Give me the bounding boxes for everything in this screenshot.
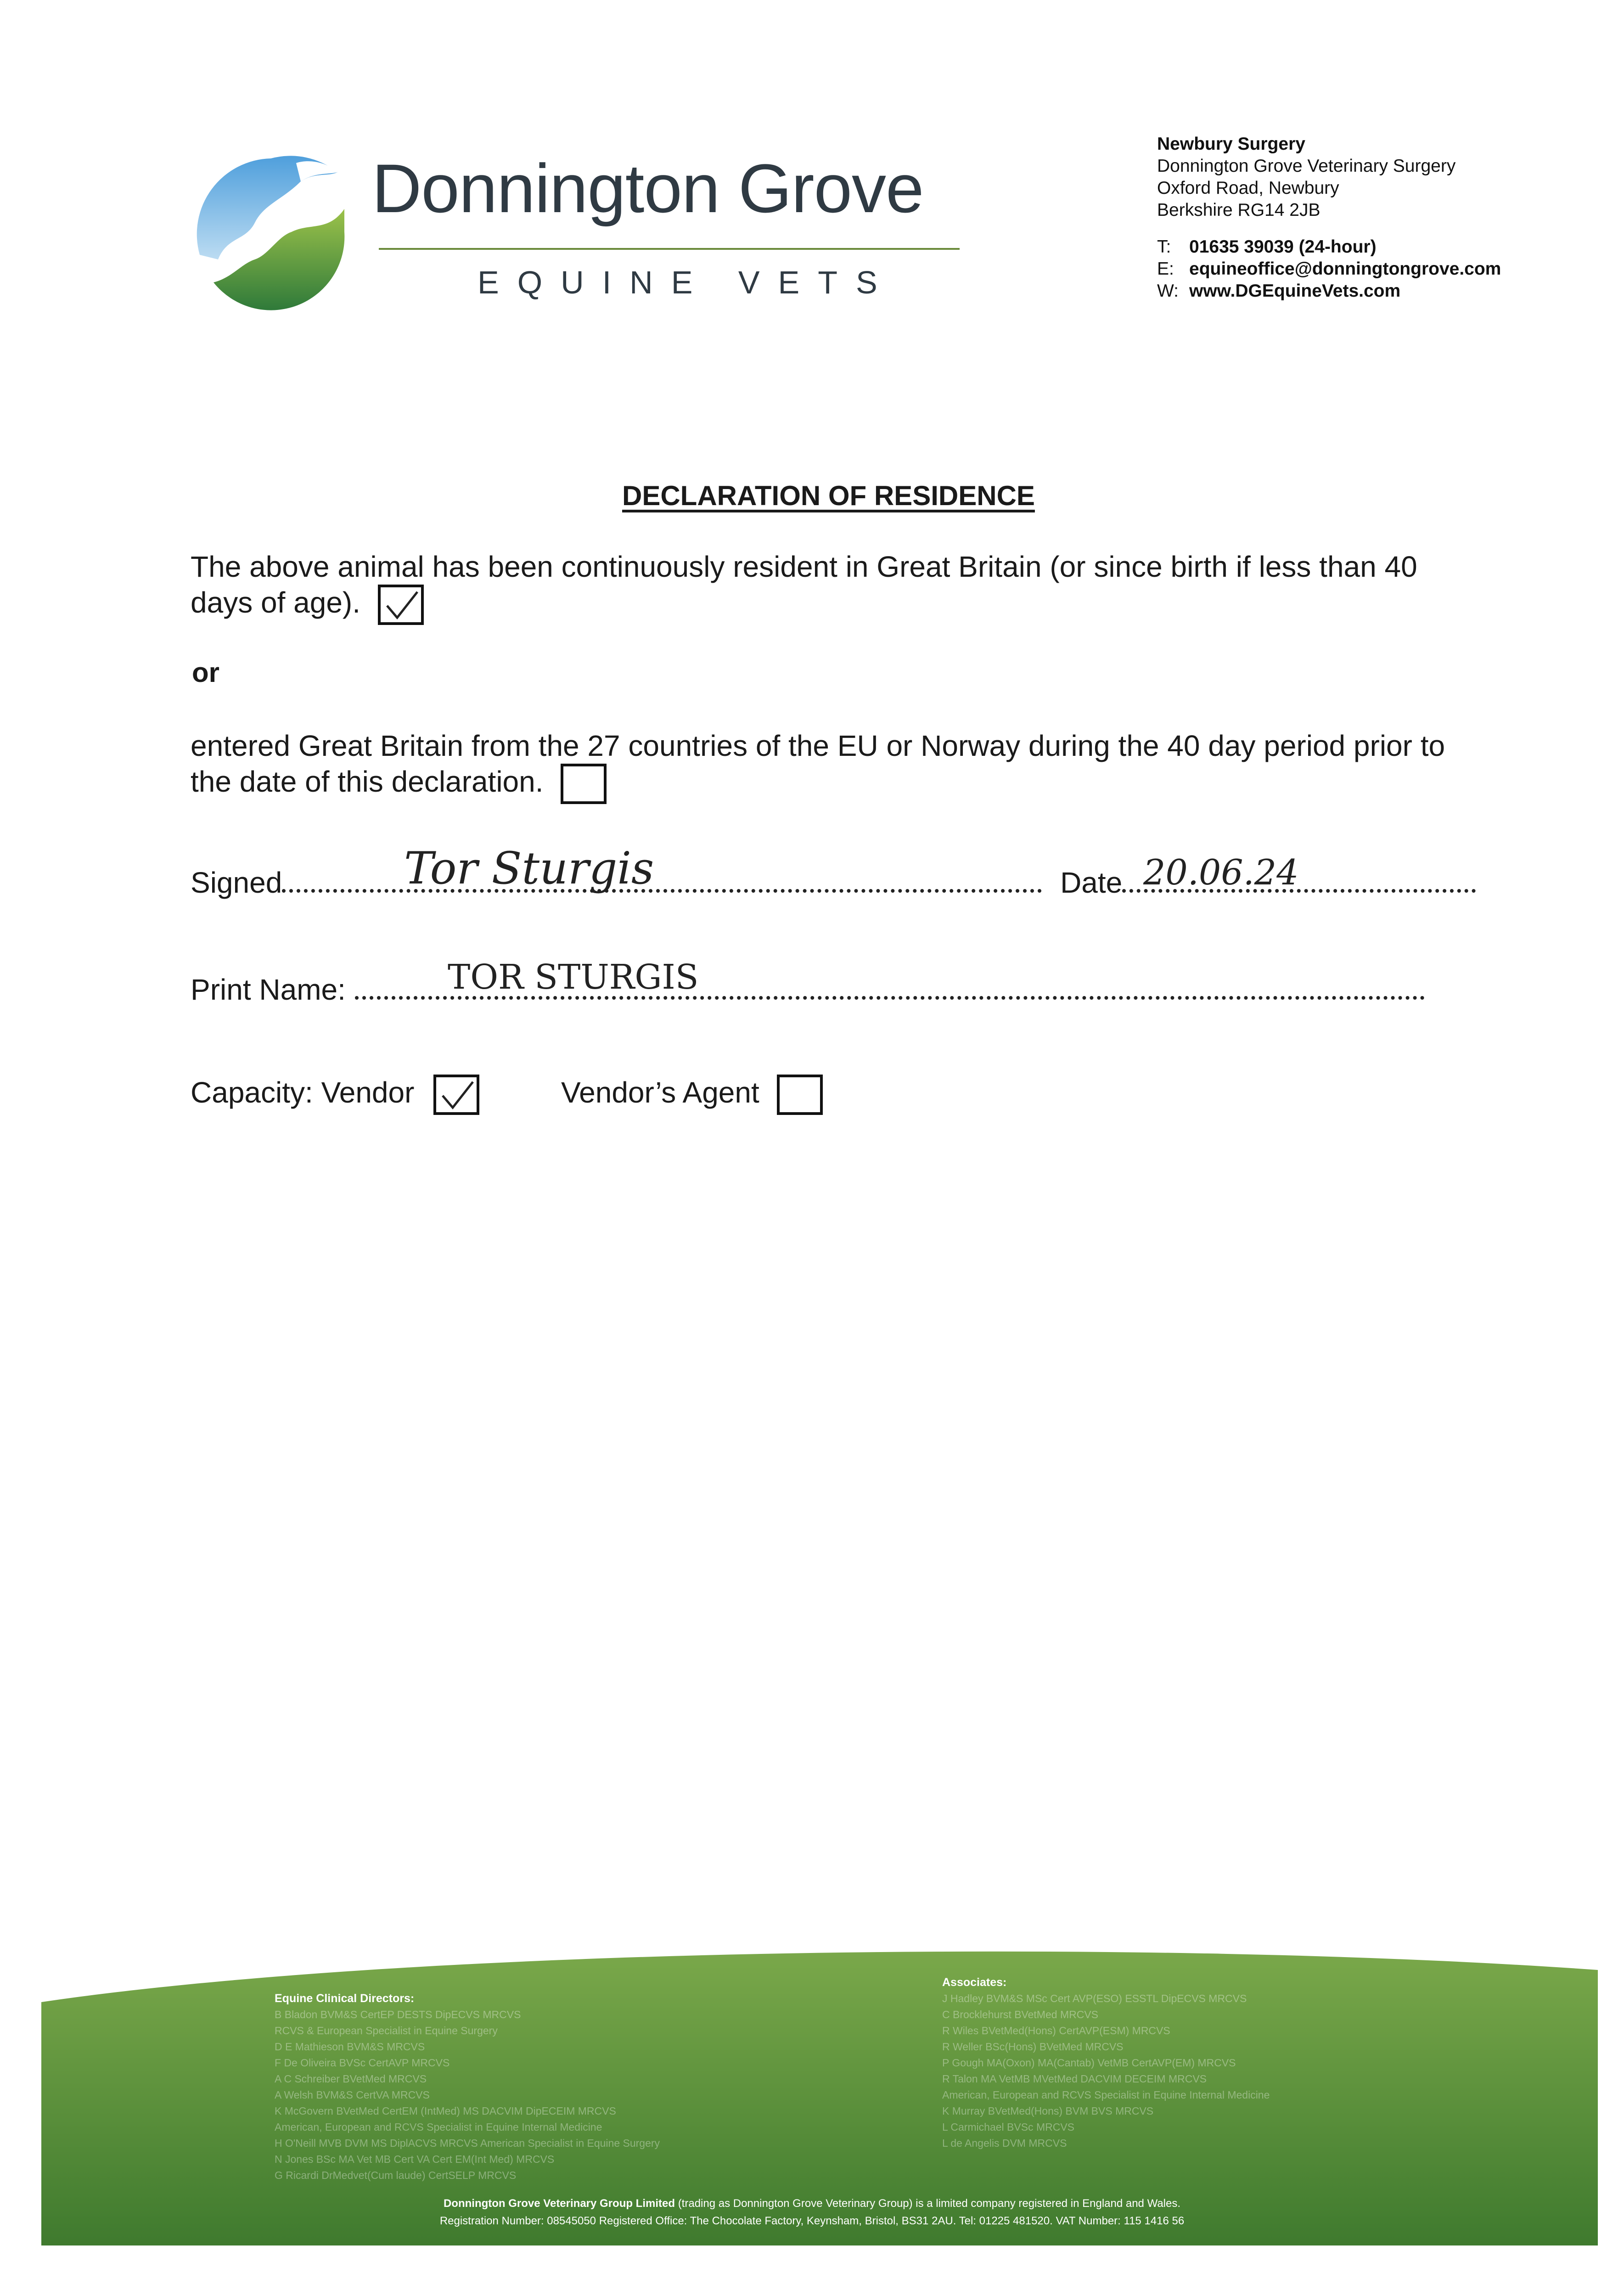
associate-entry: R Talon MA VetMB MVetMed DACVIM DECEIM MRCVS: [942, 2073, 1207, 2085]
director-entry: A C Schreiber BVetMed MRCVS: [275, 2073, 427, 2085]
signed-label: Signed: [191, 866, 282, 899]
associate-entry: R Weller BSc(Hons) BVetMed MRCVS: [942, 2041, 1124, 2053]
directors-list: [275, 1991, 660, 2183]
vendor-checkbox[interactable]: [433, 1075, 479, 1115]
vendors-agent-checkbox[interactable]: [777, 1075, 823, 1115]
option-1-checkbox[interactable]: [378, 585, 424, 625]
director-entry: B Bladon BVM&S CertEP DESTS DipECVS MRCVS: [275, 2009, 521, 2020]
print-name-handwriting: TOR STURGIS: [448, 957, 699, 997]
associate-entry: J Hadley BVM&S MSc Cert AVP(ESO) ESSTL DipECVS MRCVS: [942, 1992, 1247, 2004]
print-name-row: [191, 973, 1425, 1007]
signature-handwriting: Tor Sturgis: [404, 843, 654, 894]
brand-name: Donnington Grove: [372, 150, 924, 227]
associate-entry: L de Angelis DVM MRCVS: [942, 2137, 1067, 2149]
director-entry: A Welsh BVM&S CertVA MRCVS: [275, 2089, 430, 2101]
phone-number: 01635 39039 (24-hour): [1189, 237, 1377, 257]
phone-label: T:: [1157, 237, 1171, 257]
director-entry: D E Mathieson BVM&S MRCVS: [275, 2041, 425, 2053]
brand-divider: [379, 248, 960, 250]
brand-subtitle: EQUINE VETS: [478, 264, 896, 300]
address-line: Donnington Grove Veterinary Surgery: [1157, 156, 1456, 176]
company-name: Donnington Grove Veterinary Group Limited: [443, 2197, 675, 2210]
vendors-agent-label: Vendor’s Agent: [561, 1075, 759, 1109]
capacity-label: Capacity: Vendor: [191, 1075, 415, 1109]
address-line: Oxford Road, Newbury: [1157, 178, 1339, 198]
associate-entry: C Brocklehurst BVetMed MRCVS: [942, 2009, 1099, 2020]
date-label: Date: [1060, 866, 1123, 899]
option-1-text: The above animal has been continuously resident in Great Britain (or since birth if less than 40 days of age).: [191, 550, 1417, 619]
capacity-row: [191, 1075, 823, 1115]
print-name-label: Print Name:: [191, 973, 346, 1006]
or-label: or: [192, 657, 219, 688]
director-entry: N Jones BSc MA Vet MB Cert VA Cert EM(Int Med) MRCVS: [275, 2153, 555, 2165]
checkmark-icon: [439, 1080, 475, 1110]
contact-block: [1157, 133, 1570, 302]
logo-icon: [191, 154, 351, 315]
web-label: W:: [1157, 281, 1179, 301]
contact-heading: Newbury Surgery: [1157, 134, 1305, 154]
associates-list: [942, 1975, 1270, 2151]
associate-entry: L Carmichael BVSc MRCVS: [942, 2121, 1075, 2133]
declaration-option-2: [191, 728, 1453, 804]
option-2-text: entered Great Britain from the 27 countries of the EU or Norway during the 40 day period prior to the date of this declaration.: [191, 729, 1445, 798]
declaration-option-1: [191, 549, 1453, 625]
associates-heading: Associates:: [942, 1976, 1007, 1989]
director-entry: H O'Neill MVB DVM MS DiplACVS MRCVS American Specialist in Equine Surgery: [275, 2137, 660, 2149]
director-entry: K McGovern BVetMed CertEM (IntMed) MS DACVIM DipECEIM MRCVS: [275, 2105, 616, 2117]
date-handwriting: 20.06.24: [1143, 852, 1299, 893]
legal-line-1: (trading as Donnington Grove Veterinary Group) is a limited company registered in England and Wales.: [678, 2197, 1181, 2210]
director-entry: American, European and RCVS Specialist in Equine Internal Medicine: [275, 2121, 602, 2133]
associate-entry: K Murray BVetMed(Hons) BVM BVS MRCVS: [942, 2105, 1154, 2117]
director-entry: RCVS & European Specialist in Equine Surgery: [275, 2025, 498, 2037]
email-link[interactable]: equineoffice@donningtongrove.com: [1189, 259, 1501, 279]
associate-entry: R Wiles BVetMed(Hons) CertAVP(ESM) MRCVS: [942, 2025, 1170, 2037]
signature-line[interactable]: [282, 889, 1042, 893]
director-entry: G Ricardi DrMedvet(Cum laude) CertSELP MRCVS: [275, 2169, 517, 2181]
page-title: DECLARATION OF RESIDENCE: [622, 480, 1035, 511]
legal-line-2: Registration Number: 08545050 Registered Office: The Chocolate Factory, Keynsham, Bristol, BS31 2AU. Tel: 01225 481520. VAT Number: 115 1416 56: [439, 2215, 1185, 2227]
associate-entry: American, European and RCVS Specialist in Equine Internal Medicine: [942, 2089, 1270, 2101]
company-legal-notice: [0, 2195, 1624, 2230]
option-2-checkbox[interactable]: [561, 764, 607, 804]
director-entry: F De Oliveira BVSc CertAVP MRCVS: [275, 2057, 450, 2069]
directors-heading: Equine Clinical Directors:: [275, 1992, 415, 2005]
checkmark-icon: [383, 590, 419, 620]
address-line: Berkshire RG14 2JB: [1157, 200, 1321, 220]
associate-entry: P Gough MA(Oxon) MA(Cantab) VetMB CertAVP(EM) MRCVS: [942, 2057, 1236, 2069]
footer-banner: [0, 1929, 1624, 2296]
web-link[interactable]: www.DGEquineVets.com: [1189, 281, 1401, 301]
email-label: E:: [1157, 259, 1174, 279]
